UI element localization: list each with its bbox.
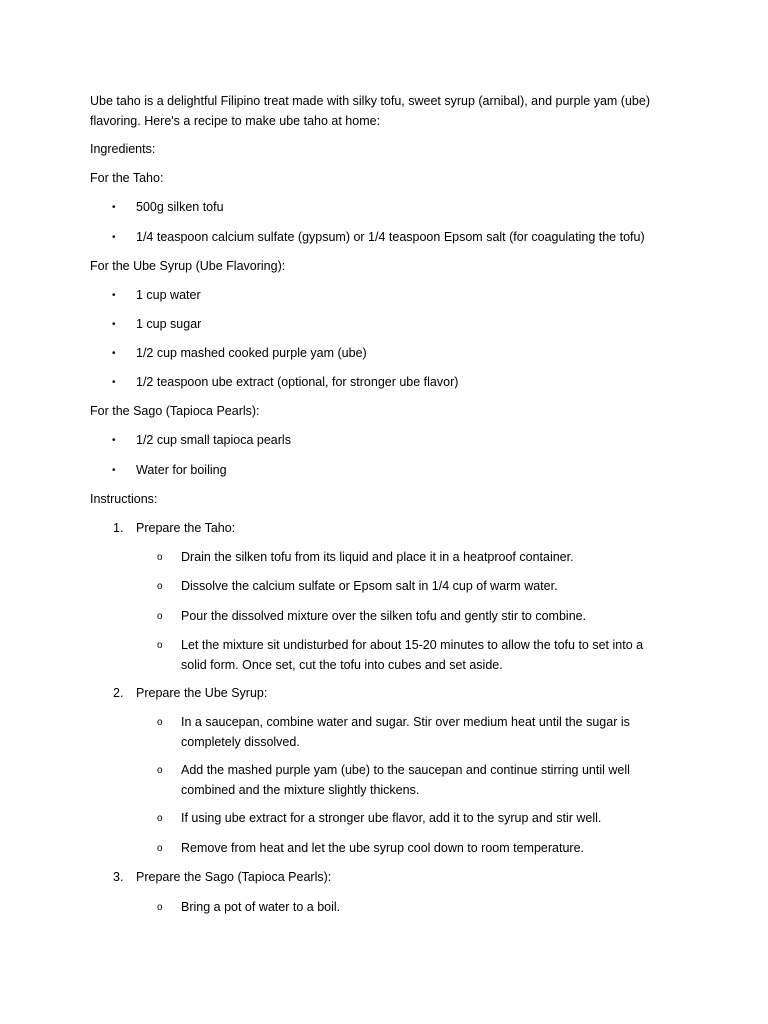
bullet-marker: •	[112, 348, 116, 359]
bullet-marker: •	[112, 290, 116, 301]
bullet-marker: •	[112, 465, 116, 476]
sago-ingredients-heading: For the Sago (Tapioca Pearls):	[90, 404, 260, 418]
syrup-ingredients-heading: For the Ube Syrup (Ube Flavoring):	[90, 259, 286, 273]
sub-bullet-marker: o	[157, 611, 163, 622]
sub-bullet-marker: o	[157, 843, 163, 854]
step-title: Prepare the Ube Syrup:	[136, 686, 268, 700]
step-detail: Let the mixture sit undisturbed for about 15-20 minutes to allow the tofu to set into a solid form. Once set, cut the tofu into cubes and set aside.	[181, 638, 644, 672]
bullet-marker: •	[112, 319, 116, 330]
ingredients-heading: Ingredients:	[90, 142, 156, 156]
step-detail: If using ube extract for a stronger ube flavor, add it to the syrup and stir well.	[181, 811, 602, 825]
step-detail: Add the mashed purple yam (ube) to the saucepan and continue stirring until well combined and the mixture slightly thickens.	[181, 763, 630, 797]
sub-bullet-marker: o	[157, 640, 163, 651]
taho-ingredients-heading: For the Taho:	[90, 171, 164, 185]
step-number: 3.	[113, 870, 124, 884]
step-detail: Bring a pot of water to a boil.	[181, 900, 341, 914]
step-detail: Dissolve the calcium sulfate or Epsom salt in 1/4 cup of warm water.	[181, 579, 558, 593]
step-detail: In a saucepan, combine water and sugar. Stir over medium heat until the sugar is completely dissolved.	[181, 715, 630, 749]
bullet-marker: •	[112, 435, 116, 446]
list-item: 1 cup water	[136, 288, 201, 302]
bullet-marker: •	[112, 377, 116, 388]
list-item: Water for boiling	[136, 463, 227, 477]
sub-bullet-marker: o	[157, 717, 163, 728]
list-item: 1 cup sugar	[136, 317, 202, 331]
step-title: Prepare the Sago (Tapioca Pearls):	[136, 870, 332, 884]
sub-bullet-marker: o	[157, 765, 163, 776]
sub-bullet-marker: o	[157, 813, 163, 824]
step-detail: Drain the silken tofu from its liquid and place it in a heatproof container.	[181, 550, 574, 564]
step-detail: Pour the dissolved mixture over the silken tofu and gently stir to combine.	[181, 609, 587, 623]
instructions-heading: Instructions:	[90, 492, 158, 506]
step-title: Prepare the Taho:	[136, 521, 236, 535]
list-item: 1/2 teaspoon ube extract (optional, for stronger ube flavor)	[136, 375, 459, 389]
list-item: 1/2 cup mashed cooked purple yam (ube)	[136, 346, 367, 360]
list-item: 500g silken tofu	[136, 200, 224, 214]
bullet-marker: •	[112, 232, 116, 243]
sub-bullet-marker: o	[157, 581, 163, 592]
sub-bullet-marker: o	[157, 552, 163, 563]
sub-bullet-marker: o	[157, 902, 163, 913]
step-detail: Remove from heat and let the ube syrup cool down to room temperature.	[181, 841, 584, 855]
list-item: 1/2 cup small tapioca pearls	[136, 433, 291, 447]
step-number: 1.	[113, 521, 124, 535]
list-item: 1/4 teaspoon calcium sulfate (gypsum) or 1/4 teaspoon Epsom salt (for coagulating the tofu)	[136, 230, 645, 244]
intro-paragraph: Ube taho is a delightful Filipino treat made with silky tofu, sweet syrup (arnibal), and purple yam (ube) flavoring. Here's a recipe to make ube taho at home:	[90, 94, 650, 128]
step-number: 2.	[113, 686, 124, 700]
bullet-marker: •	[112, 202, 116, 213]
